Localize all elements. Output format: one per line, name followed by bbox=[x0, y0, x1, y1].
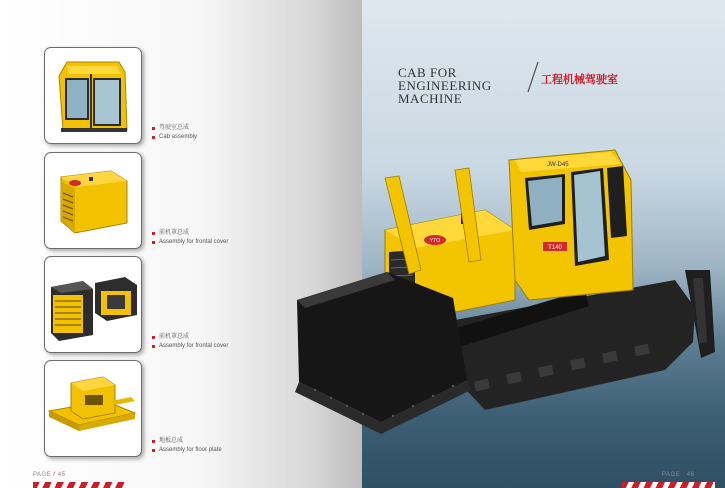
left-page-number: PAGE / 45 bbox=[33, 472, 66, 478]
page-title-cn: 工程机械驾驶室 bbox=[541, 74, 618, 86]
caption-cab-assembly bbox=[152, 124, 197, 142]
caption-floor-plate bbox=[152, 437, 222, 455]
frontal-cover-photo-icon bbox=[44, 152, 142, 249]
caption-en: Assembly for frontal cover bbox=[159, 343, 229, 349]
right-page bbox=[362, 0, 725, 488]
caption-cn: 驾驶室总成 bbox=[159, 125, 190, 131]
right-page-number: PAGE / 46 bbox=[662, 472, 695, 478]
caption-frontal-cover-2 bbox=[152, 333, 228, 351]
caption-cn: 前机罩总成 bbox=[159, 334, 190, 340]
title-slash bbox=[526, 60, 540, 94]
right-stripe-bar bbox=[622, 482, 715, 488]
caption-frontal-cover-1 bbox=[152, 229, 228, 247]
cab-assembly-photo-icon bbox=[44, 47, 142, 144]
frontal-cover-open-photo-icon bbox=[44, 256, 142, 353]
caption-en: Assembly for floor plate bbox=[159, 447, 222, 453]
caption-en: Cab assembly bbox=[159, 134, 198, 140]
floor-plate-photo-icon bbox=[44, 360, 142, 457]
cab-model-text: JW-D45 bbox=[547, 162, 569, 168]
caption-cn: 前机罩总成 bbox=[159, 230, 190, 236]
bulldozer-photo-icon bbox=[285, 120, 725, 450]
caption-en: Assembly for frontal cover bbox=[159, 239, 229, 245]
left-stripe-bar bbox=[33, 482, 125, 488]
model-badge-text: T140 bbox=[548, 245, 562, 251]
page-title-en: CAB FOR ENGINEERING MACHINE bbox=[398, 65, 492, 106]
brand-badge-text: YTO bbox=[429, 238, 441, 244]
caption-cn: 地板总成 bbox=[159, 438, 184, 444]
